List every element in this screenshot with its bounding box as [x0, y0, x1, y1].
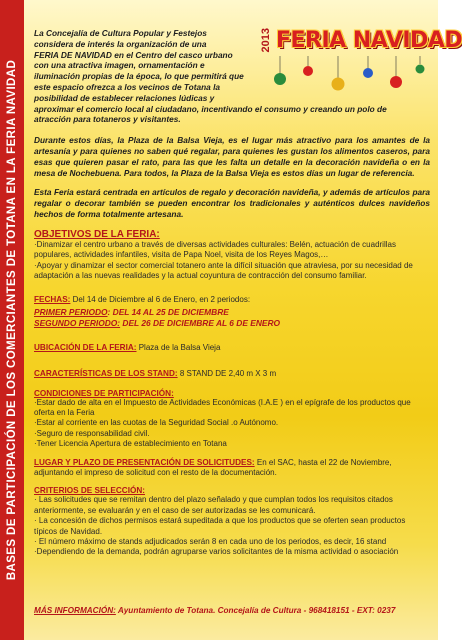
intro-line: iluminación propias de la época, lo que permitirá que [34, 71, 244, 82]
intro-line: aproximar el comercio local al ciudadano, incentivando el consumo y creando un polo de [34, 103, 387, 114]
condiciones-section [34, 389, 430, 450]
segundo-periodo-label: SEGUNDO PERIODO: [34, 317, 121, 328]
ubicacion-section [34, 337, 430, 355]
lugar-text: En el SAC, hasta el 22 de Noviembre, adjuntando el impreso de solicitud con el resto de la documentación. [34, 457, 392, 477]
sidebar-band [0, 0, 24, 640]
intro-line: La Concejalía de Cultura Popular y Festejos [34, 28, 207, 38]
fechas-section [34, 289, 430, 328]
sidebar-title: BASES DE PARTICIPACIÓN DE LOS COMERCIANTES DE TOTANA EN LA FERIA NAVIDAD [6, 59, 18, 581]
condiciones-label: CONDICIONES DE PARTICIPACIÓN: [34, 388, 174, 398]
condicion-item: ·Estar al corriente en las cuotas de la Seguridad Social .o Autónomo. [34, 418, 279, 428]
primer-periodo-label: PRIMER PERIODO [34, 307, 108, 318]
fechas-text: Del 14 de Diciembre al 6 de Enero, en 2 periodos: [70, 295, 251, 305]
primer-periodo-text: : DEL 14 AL 25 DE DICIEMBRE [107, 307, 229, 318]
criterio-item: · Las solicitudes que se remitan dentro del plazo señalado y que cumplan todos los requisitos citados anteriormente, se evaluarán y en el caso de ser autorizadas se les comunicará. [34, 495, 393, 515]
objetivo-item: ·Apoyar y dinamizar el sector comercial totanero ante la difícil situación que atraviesa, por su necesidad de adaptación a las nuevas realidades y la actual coyuntura de contracción del consumo familiar. [34, 260, 413, 280]
logo-year: 2013 [260, 28, 272, 53]
criterio-item: · El número máximo de stands adjudicados serán 8 en cada uno de los periodos, es decir, 16 stand [34, 537, 387, 547]
condicion-item: ·Seguro de responsabilidad civil. [34, 428, 150, 438]
intro-paragraph-end [34, 104, 430, 126]
fechas-label: FECHAS: [34, 295, 71, 305]
intro-line: considera de interés la organización de una [34, 38, 207, 49]
lugar-section [34, 458, 430, 479]
condicion-item: ·Estar dado de alta en el Impuesto de Actividades Económicas (I.A.E ) en el epígrafe de los productos que oferta en la Feria [34, 397, 411, 417]
stand-label: CARACTERÍSTICAS DE LOS STAND: [34, 368, 178, 378]
criterio-item: ·Dependiendo de la demanda, podrán agruparse varios solicitantes de la misma actividad o asociación [34, 547, 399, 557]
balsa-vieja-paragraph: Durante estos días, la Plaza de la Balsa Vieja, es el lugar más atractivo para los amantes de la artesanía y para quienes no saben qué regalar, para quienes les gustan los alimentos caseros, para esas que quieren pasar el rato, para las que les falta un detalle en la decoración navideña o en la mesa de Nochebuena. Para todos, la Plaza de la Balsa Vieja es estos días un lugar de referencia. [34, 135, 430, 178]
mas-informacion [34, 606, 430, 615]
content-area [24, 0, 462, 640]
stand-section [34, 363, 430, 381]
intro-line: posibilidad de establecer relaciones lúdicas y [34, 92, 215, 103]
criterios-section [34, 486, 430, 557]
criterios-label: CRITERIOS DE SELECCIÓN: [34, 486, 145, 496]
footer-label: MÁS INFORMACIÓN: [34, 606, 116, 615]
feria-articulos-paragraph: Esta Feria estará centrada en artículos de regalo y decoración navideña, y además de artículos para regalar o decorar también se pueden encontrar los tradicionales y auténticos dulces navideños hechos de forma totalmente artesana. [34, 187, 430, 219]
intro-paragraph [34, 28, 274, 104]
lugar-label: LUGAR Y PLAZO DE PRESENTACIÓN DE SOLICITUDES: [34, 457, 255, 467]
criterio-item: · La concesión de dichos permisos estará supeditada a que los productos que se oferten sean productos típicos de Navidad. [34, 516, 406, 536]
objetivos-heading: OBJETIVOS DE LA FERIA: [34, 228, 160, 240]
ubicacion-label: UBICACIÓN DE LA FERIA: [34, 342, 137, 352]
segundo-periodo-text: DEL 26 DE DICIEMBRE AL 6 DE ENERO [120, 317, 281, 328]
stand-text: 8 STAND DE 2,40 m X 3 m [177, 368, 277, 378]
logo-title: FERIA NAVIDAD [276, 28, 462, 53]
intro-line: atracción para totaneros y visitantes. [34, 114, 181, 125]
condicion-item: ·Tener Licencia Apertura de establecimiento en Totana [34, 439, 227, 449]
objetivo-item: ·Dinamizar el centro urbano a través de diversas actividades culturales: Belén, actuación de cuadrillas populares, actividades infantiles, visita de Papa Noel, visita de los Reyes Magos,… [34, 239, 396, 260]
intro-line: este espacio ofrezca a los vecinos de Totana la [34, 81, 220, 92]
ubicacion-text: Plaza de la Balsa Vieja [136, 342, 221, 352]
intro-line: FERIA DE NAVIDAD en el Centro del casco urbano [34, 49, 233, 60]
footer-text: Ayuntamiento de Totana. Concejalía de Cultura - 968418151 - EXT: 0237 [115, 606, 396, 615]
intro-line: con una atractiva imagen, ornamentación e [34, 60, 205, 71]
document-body [34, 28, 430, 558]
